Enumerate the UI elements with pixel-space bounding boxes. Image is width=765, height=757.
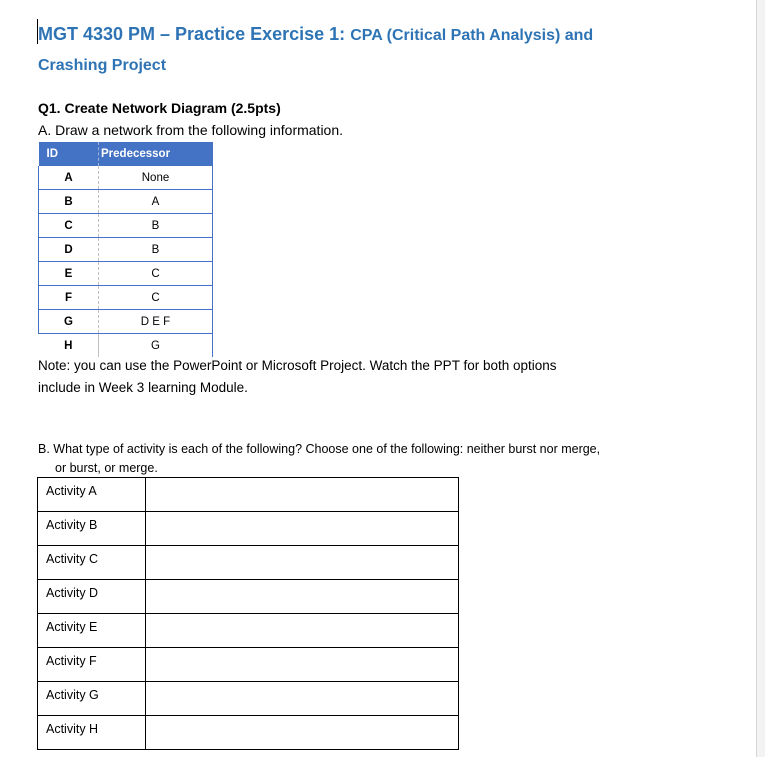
q1-part-a: A. Draw a network from the following information. [38, 122, 344, 138]
id-cell[interactable]: C [39, 214, 99, 238]
part-b-line-2: or burst, or merge. [55, 461, 158, 475]
pred-cell[interactable]: B [99, 214, 213, 238]
document-title [38, 20, 638, 80]
activity-answer-cell[interactable] [146, 614, 459, 648]
table-row [38, 614, 459, 648]
activity-label: Activity F [38, 648, 146, 682]
activity-label: Activity G [38, 682, 146, 716]
table-row [39, 310, 213, 334]
note-line-2: include in Week 3 learning Module. [38, 380, 248, 395]
activity-answer-cell[interactable] [146, 512, 459, 546]
table-row [38, 648, 459, 682]
id-cell[interactable]: B [39, 190, 99, 214]
activity-answer-cell[interactable] [146, 478, 459, 512]
id-cell[interactable]: D [39, 238, 99, 262]
page-edge [756, 0, 765, 757]
predecessor-table [38, 142, 213, 357]
note-line-1: Note: you can use the PowerPoint or Microsoft Project. Watch the PPT for both options [38, 358, 557, 373]
id-cell[interactable]: F [39, 286, 99, 310]
id-cell[interactable]: A [39, 166, 99, 190]
q1-part-b [38, 440, 678, 478]
table-row [38, 716, 459, 750]
header-id: ID [39, 142, 99, 166]
id-cell[interactable]: H [39, 334, 99, 358]
pred-cell[interactable]: None [99, 166, 213, 190]
pred-cell[interactable]: C [99, 286, 213, 310]
table-row [39, 214, 213, 238]
activity-answer-cell[interactable] [146, 580, 459, 614]
activity-answer-cell[interactable] [146, 546, 459, 580]
table-header-row [39, 142, 213, 166]
part-b-line-1: B. What type of activity is each of the following? Choose one of the following: neither burst nor merge, [38, 442, 601, 456]
table-row [39, 166, 213, 190]
table-row [39, 334, 213, 358]
table-row [38, 546, 459, 580]
pred-cell[interactable]: A [99, 190, 213, 214]
table-row [39, 238, 213, 262]
activity-label: Activity E [38, 614, 146, 648]
activity-answer-cell[interactable] [146, 716, 459, 750]
id-cell[interactable]: E [39, 262, 99, 286]
pred-cell[interactable]: G [99, 334, 213, 358]
activity-label: Activity H [38, 716, 146, 750]
id-cell[interactable]: G [39, 310, 99, 334]
table-row [38, 478, 459, 512]
pred-cell[interactable]: D E F [99, 310, 213, 334]
note-paragraph [38, 355, 648, 399]
q1-heading: Q1. Create Network Diagram (2.5pts) [38, 100, 281, 116]
activity-label: Activity C [38, 546, 146, 580]
table-row [39, 190, 213, 214]
title-line2: Crashing Project [38, 57, 167, 74]
table-row [39, 262, 213, 286]
table-row [38, 682, 459, 716]
table-row [39, 286, 213, 310]
pred-cell[interactable]: C [99, 262, 213, 286]
activity-label: Activity A [38, 478, 146, 512]
activity-label: Activity B [38, 512, 146, 546]
title-main: MGT 4330 PM – Practice Exercise 1: [38, 24, 346, 44]
table-row [38, 580, 459, 614]
activity-type-table [37, 477, 459, 750]
table-row [38, 512, 459, 546]
title-sub: CPA (Critical Path Analysis) and [350, 27, 594, 44]
activity-label: Activity D [38, 580, 146, 614]
activity-answer-cell[interactable] [146, 648, 459, 682]
pred-cell[interactable]: B [99, 238, 213, 262]
activity-answer-cell[interactable] [146, 682, 459, 716]
header-predecessor: Predecessor [99, 142, 213, 166]
